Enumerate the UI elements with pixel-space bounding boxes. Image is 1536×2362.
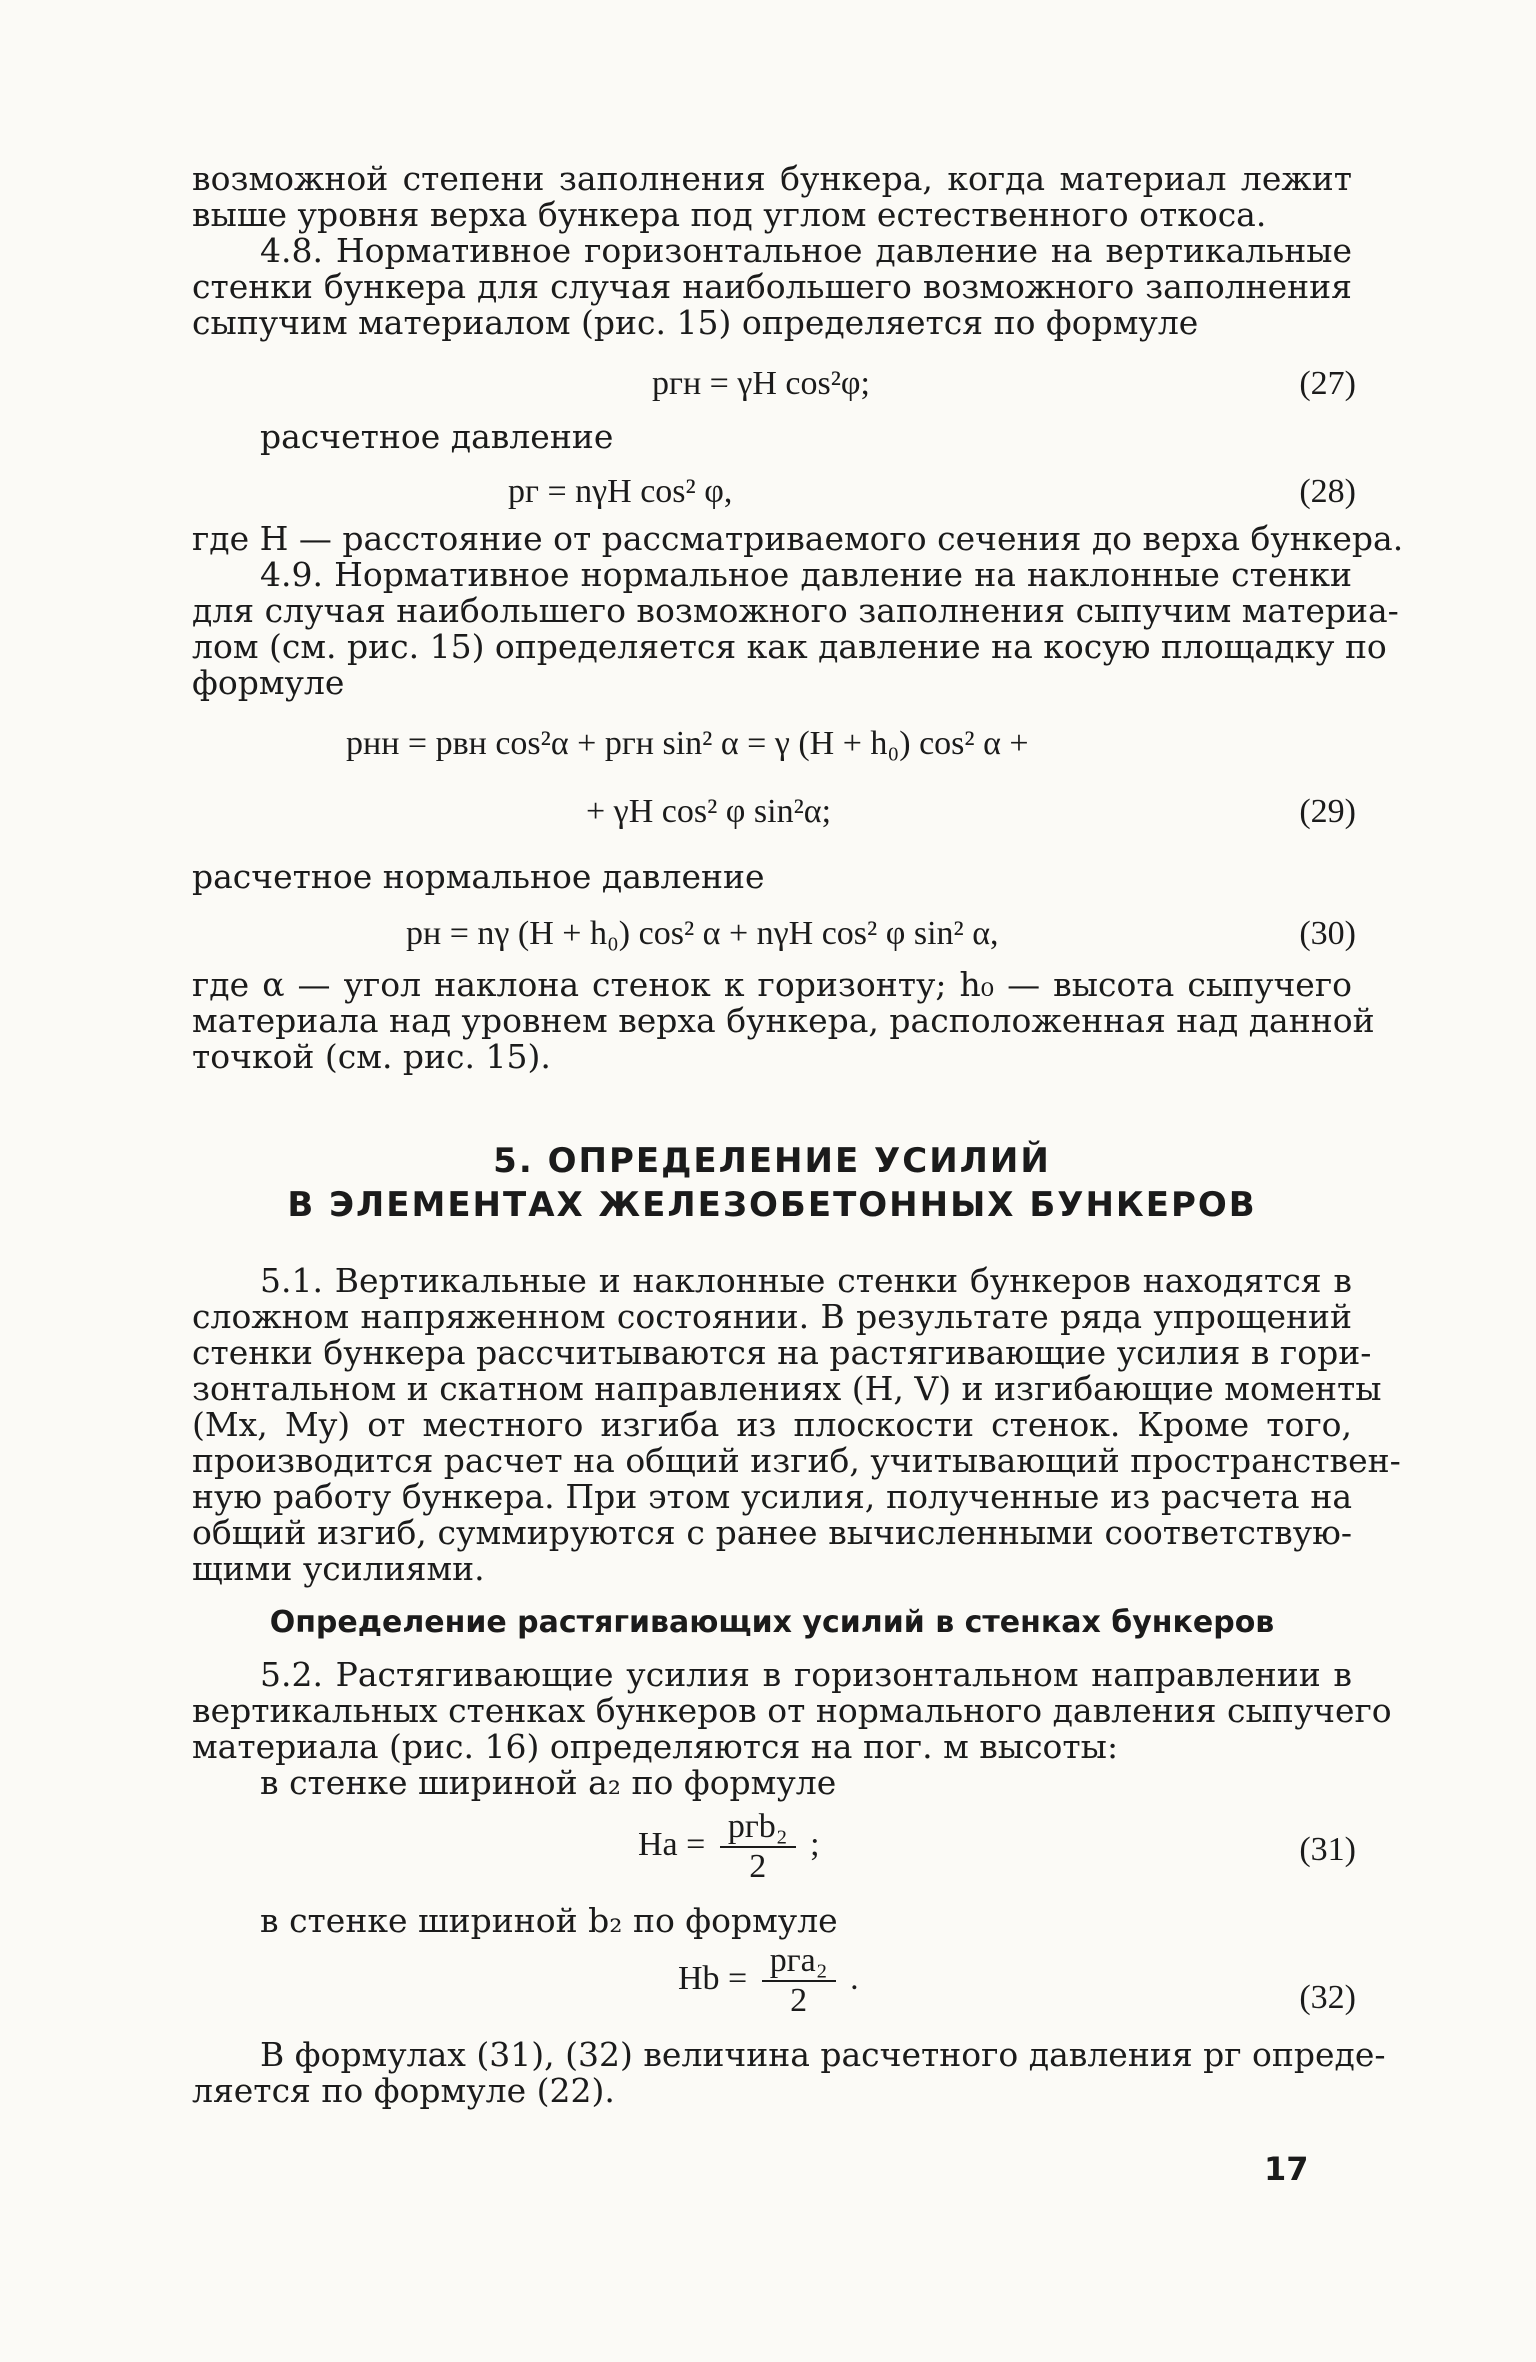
formula-32-lhs: Hb =: [678, 1959, 748, 1997]
text-line: ляется по формуле (22).: [192, 2071, 615, 2110]
text-line: материала (рис. 16) определяются на пог. м высоты:: [192, 1727, 1119, 1766]
formula-31-denominator: 2: [749, 1848, 767, 1885]
text-line: В формулах (31), (32) величина расчетного давления pг опреде-: [260, 2035, 1386, 2074]
section-heading-line2: В ЭЛЕМЕНТАХ ЖЕЛЕЗОБЕТОННЫХ БУНКЕРОВ: [287, 1185, 1257, 1225]
text-line: расчетное давление: [260, 417, 614, 456]
text-line: общий изгиб, суммируются с ранее вычисленными соответствую-: [192, 1513, 1352, 1552]
text-line: вертикальных стенках бункеров от нормального давления сыпучего: [192, 1691, 1392, 1730]
text-line: щими усилиями.: [192, 1549, 485, 1588]
text-line: ную работу бункера. При этом усилия, полученные из расчета на: [192, 1477, 1352, 1516]
formula-32: [678, 1942, 859, 2020]
text-line: выше уровня верха бункера под углом естественного откоса.: [192, 195, 1267, 234]
formula-31-tail: ;: [810, 1825, 820, 1863]
formula-31-numerator: pгb₂: [720, 1808, 796, 1848]
text-line: сложном напряженном состоянии. В результате ряда упрощений: [192, 1297, 1352, 1336]
formula-31-lhs: Ha =: [638, 1825, 706, 1863]
text-line: формуле: [192, 663, 345, 702]
paragraph-5-1-start: 5.1. Вертикальные и наклонные стенки бункеров находятся в: [260, 1261, 1352, 1300]
formula-29-line2: + γH cos² φ sin²α;: [586, 793, 832, 830]
text-line: точкой (см. рис. 15).: [192, 1037, 551, 1076]
text-line: для случая наибольшего возможного заполнения сыпучим материа-: [192, 591, 1399, 630]
text-line: лом (см. рис. 15) определяется как давление на косую площадку по: [192, 627, 1387, 666]
text-line: материала над уровнем верха бункера, расположенная над данной: [192, 1001, 1375, 1040]
paragraph-5-2-start: 5.2. Растягивающие усилия в горизонтальном направлении в: [260, 1655, 1352, 1694]
text-line: сыпучим материалом (рис. 15) определяется по формуле: [192, 303, 1199, 342]
text-line: в стенке шириной a₂ по формуле: [260, 1763, 837, 1802]
formula-28: pг = nγH cos² φ,: [508, 473, 733, 510]
formula-29-line1: pнн = pвн cos²α + pгн sin² α = γ (H + h₀) cos² α +: [346, 725, 1029, 762]
text-line: стенки бункера для случая наибольшего возможного заполнения: [192, 267, 1352, 306]
equation-number-31: (31): [1299, 1831, 1356, 1868]
equation-number-27: (27): [1299, 365, 1356, 402]
text-line: в стенке шириной b₂ по формуле: [260, 1901, 838, 1940]
formula-32-tail: .: [850, 1959, 859, 1997]
formula-27: pгн = γH cos²φ;: [652, 365, 870, 402]
text-line: расчетное нормальное давление: [192, 857, 765, 896]
section-heading-line1: 5. ОПРЕДЕЛЕНИЕ УСИЛИЙ: [493, 1141, 1051, 1181]
equation-number-32: (32): [1299, 1979, 1356, 2016]
equation-number-30: (30): [1299, 915, 1356, 952]
page-number: 17: [1264, 2150, 1309, 2188]
formula-32-fraction: [762, 1942, 836, 2020]
text-line: (Mx, My) от местного изгиба из плоскости стенок. Кроме того,: [192, 1405, 1352, 1444]
equation-number-29: (29): [1299, 793, 1356, 830]
text-line: производится расчет на общий изгиб, учитывающий пространствен-: [192, 1441, 1401, 1480]
formula-32-numerator: pгa₂: [762, 1942, 836, 1982]
text-line: зонтальном и скатном направлениях (H, V) и изгибающие моменты: [192, 1369, 1382, 1408]
text-line: стенки бункера рассчитываются на растягивающие усилия в гори-: [192, 1333, 1372, 1372]
paragraph-4-9-start: 4.9. Нормативное нормальное давление на наклонные стенки: [260, 555, 1352, 594]
paragraph-4-8-start: 4.8. Нормативное горизонтальное давление на вертикальные: [260, 231, 1352, 270]
subsection-heading: Определение растягивающих усилий в стенках бункеров: [269, 1605, 1275, 1640]
text-line: возможной степени заполнения бункера, когда материал лежит: [192, 159, 1352, 198]
equation-number-28: (28): [1299, 473, 1356, 510]
formula-32-denominator: 2: [790, 1982, 808, 2019]
formula-31: [638, 1808, 820, 1886]
formula-30: pн = nγ (H + h₀) cos² α + nγH cos² φ sin² α,: [406, 915, 999, 952]
text-line: где H — расстояние от рассматриваемого сечения до верха бункера.: [192, 519, 1404, 558]
text-line: где α — угол наклона стенок к горизонту; h₀ — высота сыпучего: [192, 965, 1352, 1004]
formula-31-fraction: [720, 1808, 796, 1886]
